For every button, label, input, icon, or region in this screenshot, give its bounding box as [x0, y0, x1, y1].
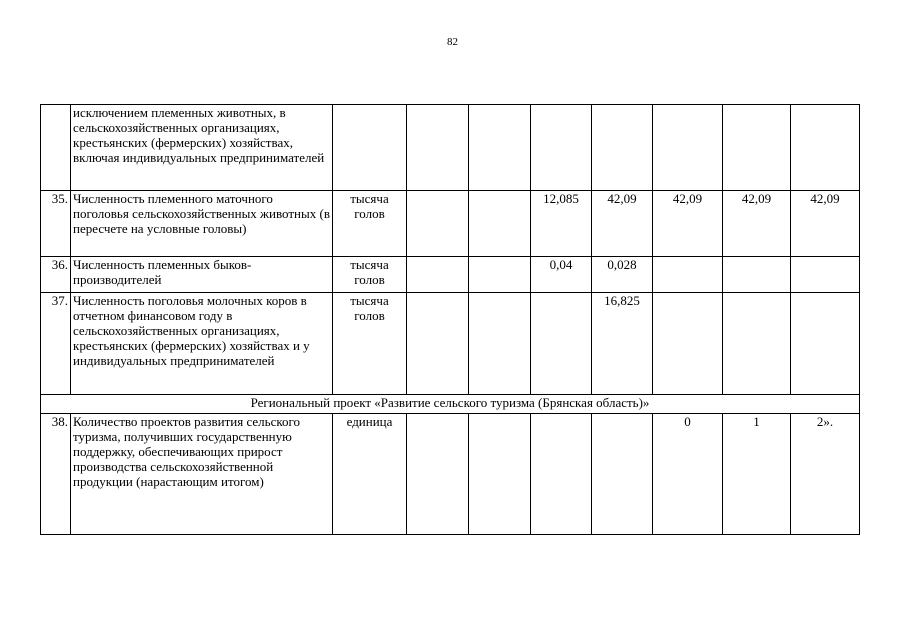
value-cell	[407, 293, 469, 395]
value-cell	[791, 105, 860, 191]
value-cell	[407, 257, 469, 293]
value-cell	[469, 293, 531, 395]
value-cell	[469, 257, 531, 293]
value-cell: 42,09	[723, 191, 791, 257]
value-cell	[791, 257, 860, 293]
value-cell	[407, 191, 469, 257]
value-cell	[653, 293, 723, 395]
value-cell	[592, 414, 653, 535]
value-cell	[469, 105, 531, 191]
indicator-name: Количество проектов развития сельского туризма, получивших государственную поддержку, обеспечивающих прирост производства сельскохозяйственной продукции (нарастающим итогом)	[71, 414, 333, 535]
unit-cell: единица	[333, 414, 407, 535]
value-cell: 1	[723, 414, 791, 535]
row-number: 36.	[41, 257, 71, 293]
row-number: 38.	[41, 414, 71, 535]
row-number: 37.	[41, 293, 71, 395]
unit-cell: тысяча голов	[333, 293, 407, 395]
table-row	[41, 191, 860, 257]
value-cell	[531, 293, 592, 395]
value-cell: 16,825	[592, 293, 653, 395]
indicator-name: исключением племенных животных, в сельскохозяйственных организациях, крестьянских (фермерских) хозяйствах, включая индивидуальных предпринимателей	[71, 105, 333, 191]
indicators-table	[40, 104, 860, 535]
unit-cell: тысяча голов	[333, 191, 407, 257]
value-cell: 2».	[791, 414, 860, 535]
indicator-name: Численность поголовья молочных коров в отчетном финансовом году в сельскохозяйственных организациях, крестьянских (фермерских) хозяйствах и у индивидуальных предпринимателей	[71, 293, 333, 395]
value-cell	[723, 257, 791, 293]
row-number	[41, 105, 71, 191]
table-row	[41, 293, 860, 395]
value-cell	[469, 191, 531, 257]
value-cell	[407, 105, 469, 191]
value-cell	[653, 257, 723, 293]
value-cell: 42,09	[592, 191, 653, 257]
value-cell: 0,028	[592, 257, 653, 293]
indicator-name: Численность племенных быков-производителей	[71, 257, 333, 293]
value-cell	[723, 293, 791, 395]
row-number: 35.	[41, 191, 71, 257]
value-cell: 0	[653, 414, 723, 535]
page-number: 82	[447, 36, 458, 48]
value-cell	[531, 105, 592, 191]
unit-cell	[333, 105, 407, 191]
value-cell	[469, 414, 531, 535]
value-cell	[653, 105, 723, 191]
value-cell: 42,09	[653, 191, 723, 257]
value-cell	[592, 105, 653, 191]
section-title: Региональный проект «Развитие сельского туризма (Брянская область)»	[41, 395, 860, 414]
section-row	[41, 395, 860, 414]
value-cell: 12,085	[531, 191, 592, 257]
indicator-name: Численность племенного маточного поголовья сельскохозяйственных животных (в пересчете на условные головы)	[71, 191, 333, 257]
unit-cell: тысяча голов	[333, 257, 407, 293]
value-cell	[723, 105, 791, 191]
value-cell: 0,04	[531, 257, 592, 293]
table-row	[41, 257, 860, 293]
value-cell: 42,09	[791, 191, 860, 257]
value-cell	[531, 414, 592, 535]
value-cell	[407, 414, 469, 535]
table-row	[41, 414, 860, 535]
value-cell	[791, 293, 860, 395]
table-row	[41, 105, 860, 191]
